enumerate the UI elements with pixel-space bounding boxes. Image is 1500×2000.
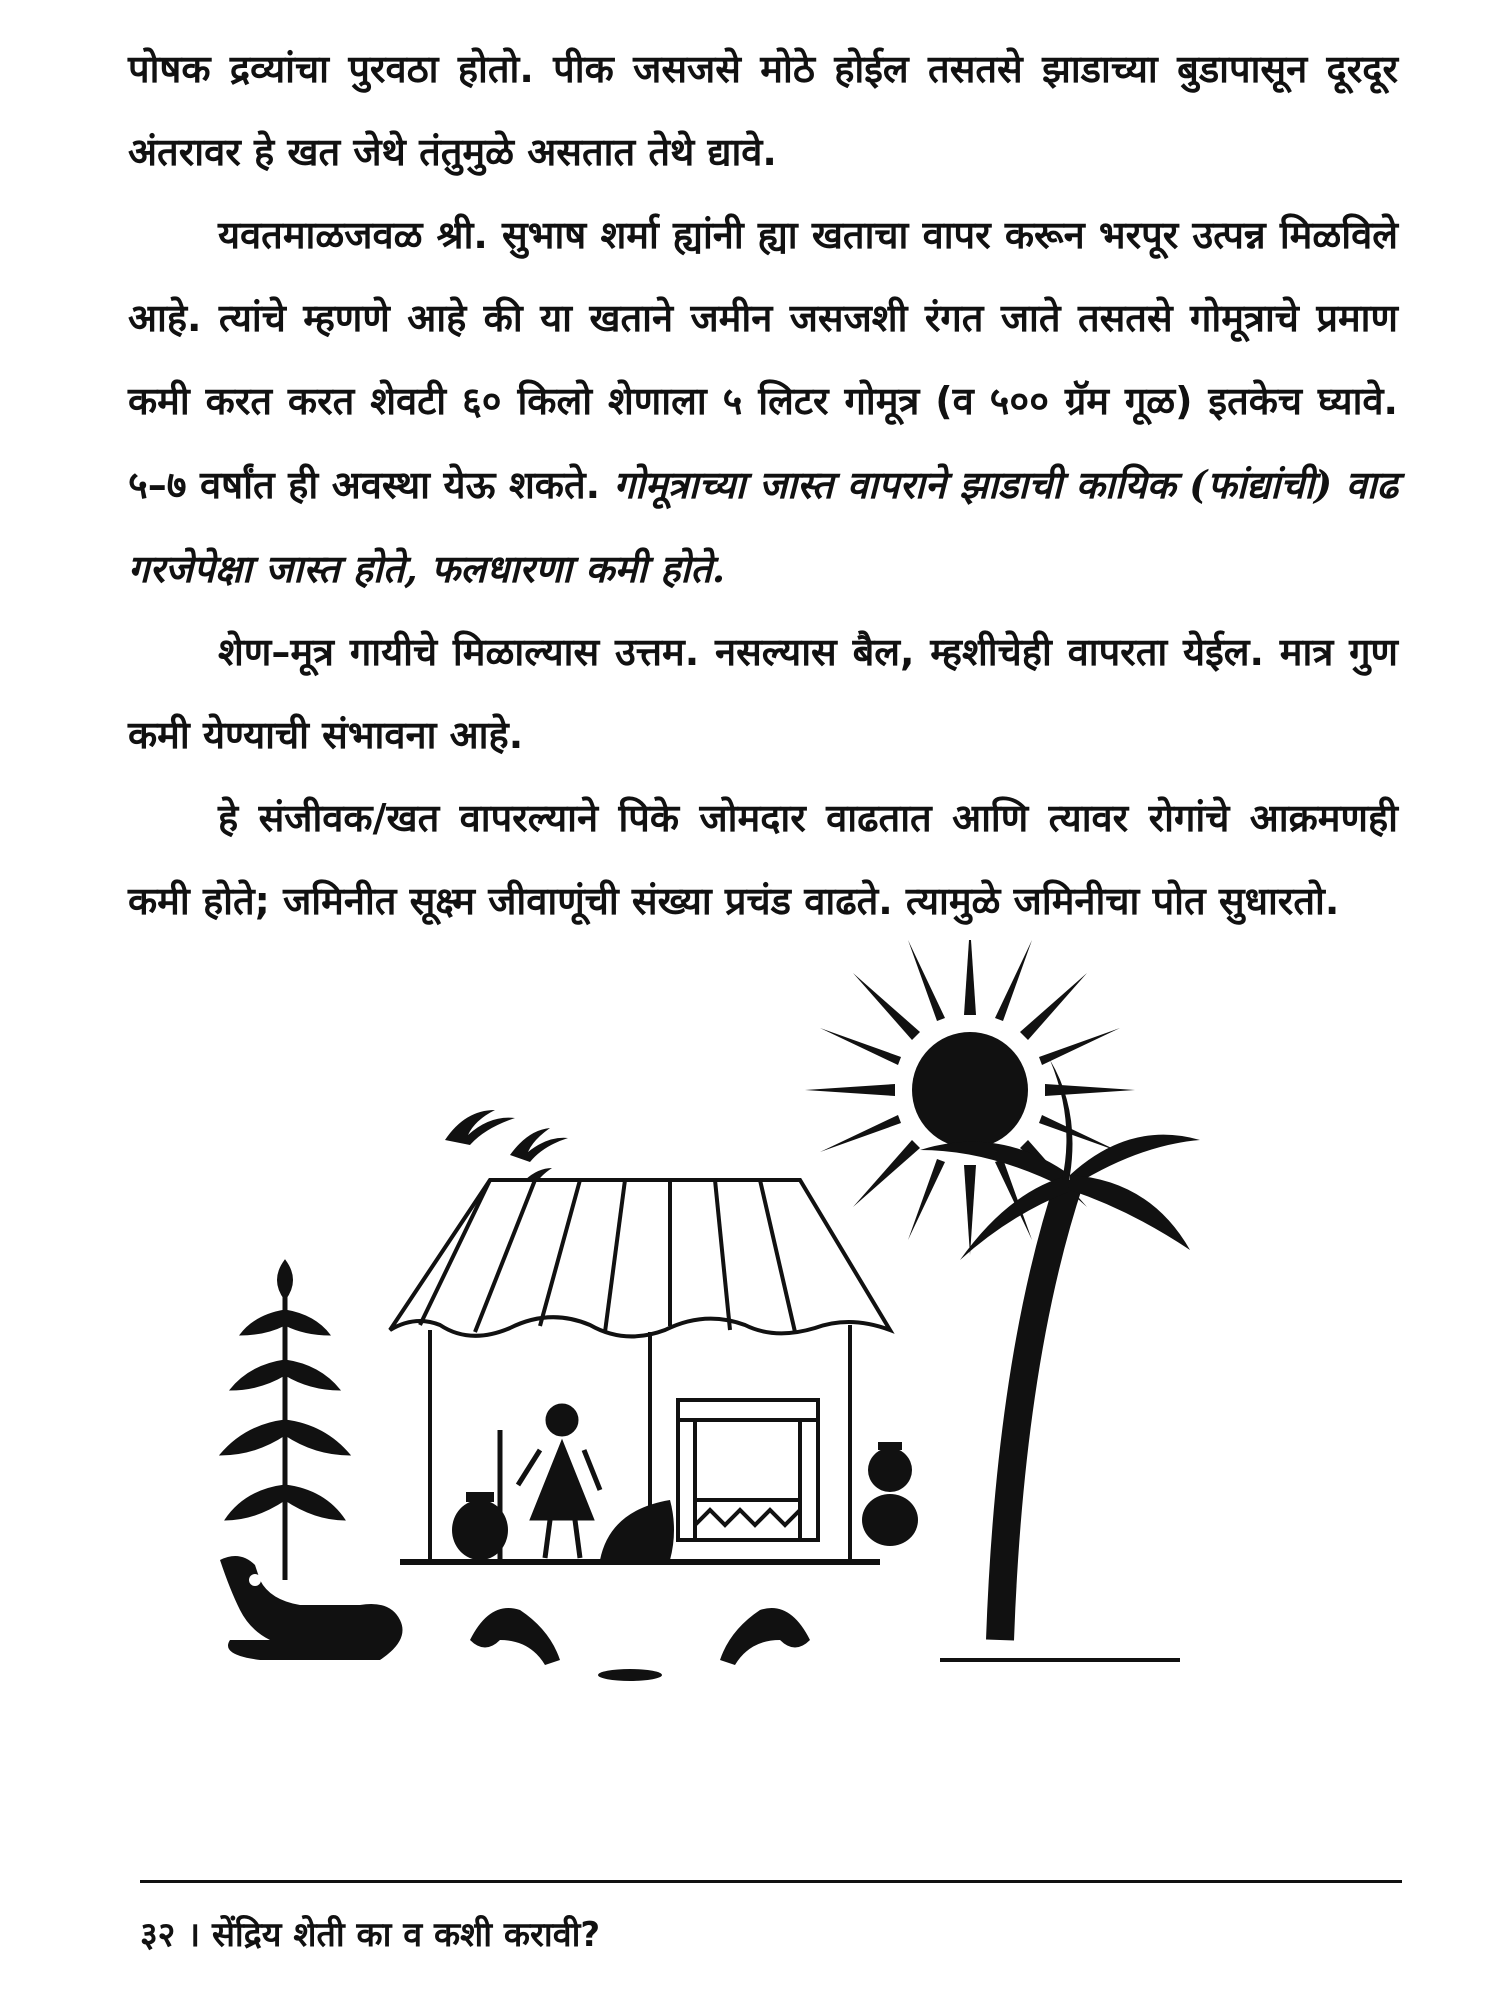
footer-separator: ।: [187, 1915, 201, 1955]
footer-divider: [140, 1880, 1402, 1883]
paragraph-4: [128, 777, 1398, 943]
page-footer: [140, 1910, 600, 1956]
paragraph-2: [128, 194, 1398, 611]
paragraph-4-text: हे संजीवक/खत वापरल्याने पिके जोमदार वाढतात आणि त्यावर रोगांचे आक्रमणही कमी होते; जमिनीत सूक्ष्म जीवाणूंची संख्या प्रचंड वाढते. त्यामुळे जमिनीचा पोत सुधारतो.: [128, 796, 1398, 923]
book-title: सेंद्रिय शेती का व कशी करावी?: [211, 1915, 601, 1955]
stacked-pots-icon: [862, 1442, 918, 1546]
paragraph-2-emphasis: गोमूत्राच्या जास्त वापराने झाडाची कायिक (फांद्यांची) वाढ गरजेपेक्षा जास्त होते, फलधारणा कमी होते.: [128, 462, 1398, 591]
grinding-stone-icon: [600, 1500, 674, 1560]
paragraph-2-text: यवतमाळजवळ श्री. सुभाष शर्मा ह्यांनी ह्या खताचा वापर करून भरपूर उत्पन्न मिळविले आहे. त्यांचे म्हणणे आहे की या खताने जमीन जसजशी रंगत जाते तसतसे गोमूत्राचे प्रमाण कमी करत करत शेवटी ६० किलो शेणाला ५ लिटर गोमूत्र (व ५०० ग्रॅम गूळ) इतकेच घ्यावे. ५–७ वर्षांत ही अवस्था येऊ शकते.: [128, 213, 1398, 507]
paragraph-1: [128, 28, 1398, 194]
grain-icon: [598, 1669, 662, 1681]
woman-figure-icon: [500, 1404, 600, 1560]
birds-icon: [445, 1110, 568, 1184]
village-illustration: [200, 940, 1220, 1720]
palm-tree-icon: [920, 1060, 1200, 1660]
body-text: [128, 28, 1398, 943]
page-number: ३२: [140, 1915, 176, 1955]
cow-icon: [220, 1556, 403, 1660]
paragraph-1-text: पोषक द्रव्यांचा पुरवठा होतो. पीक जसजसे मोठे होईल तसतसे झाडाच्या बुडापासून दूरदूर अंतरावर हे खत जेथे तंतुमुळे असतात तेथे द्यावे.: [128, 47, 1398, 174]
tree-icon: [220, 1260, 350, 1580]
rooster-icon: [470, 1608, 810, 1665]
paragraph-3-text: शेण–मूत्र गायीचे मिळाल्यास उत्तम. नसल्यास बैल, म्हशीचेही वापरता येईल. मात्र गुण कमी येण्याची संभावना आहे.: [128, 630, 1398, 757]
sun-icon: [805, 940, 1135, 1255]
paragraph-3: [128, 611, 1398, 777]
